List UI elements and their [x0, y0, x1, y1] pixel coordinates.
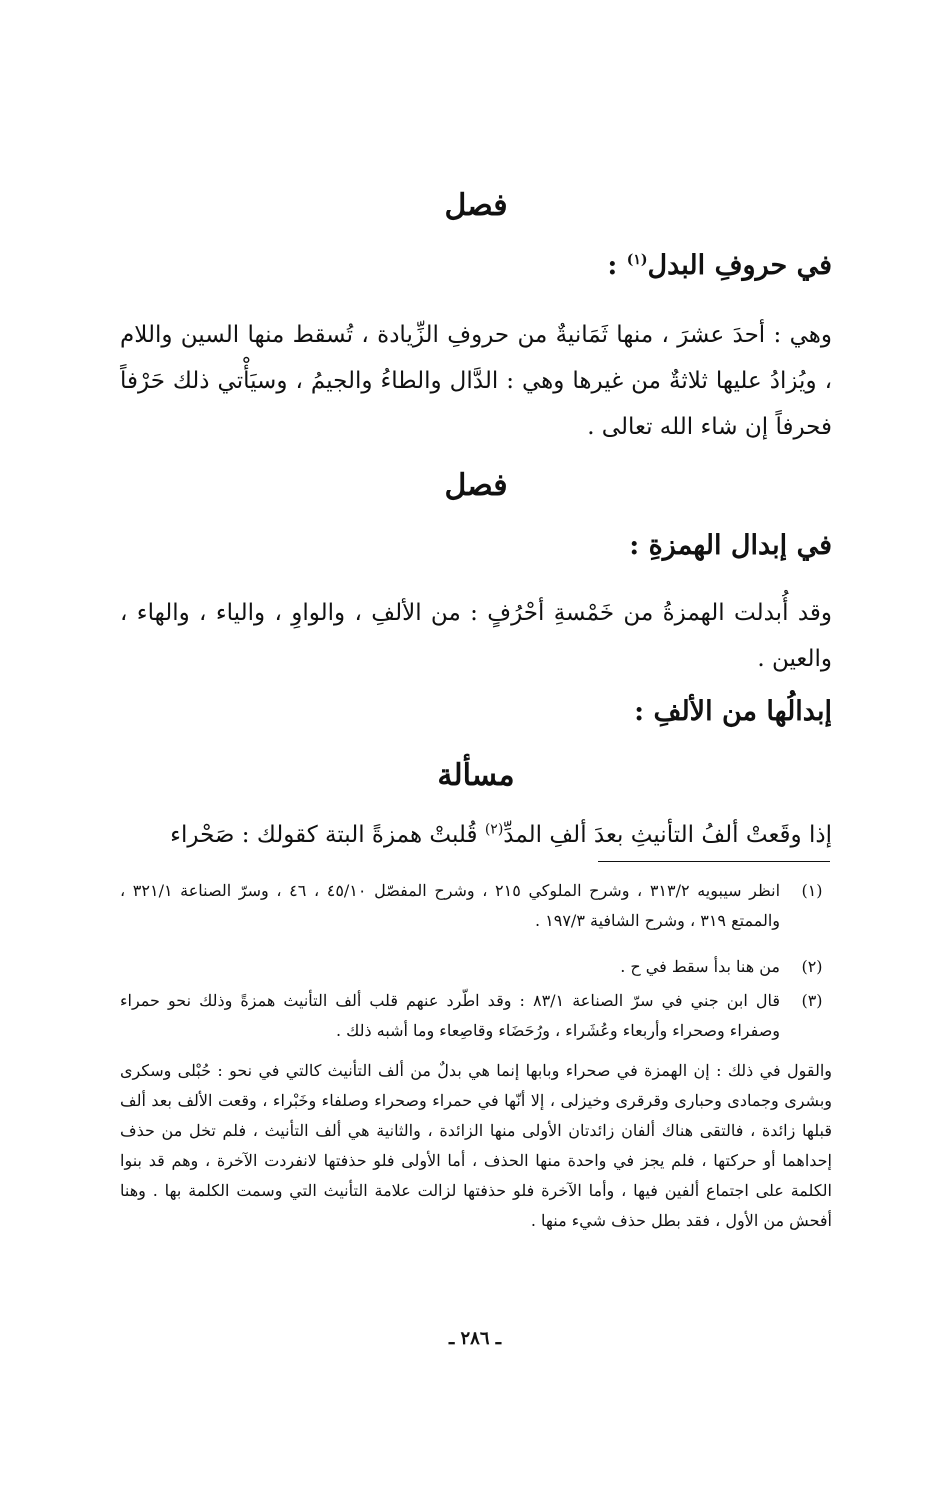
section-heading-issue: مسألة: [437, 758, 515, 793]
section-title-hamza-substitution: في إبدال الهمزةِ :: [629, 530, 832, 561]
footnote-number: (١): [801, 881, 823, 900]
section-title-text: في حروفِ البدل: [647, 250, 832, 281]
footnote-text: من هنا بدأ سقط في ح .: [620, 957, 780, 976]
page-number: ـ ٢٨٦ ـ: [448, 1328, 502, 1349]
footnote-ref-1: (١): [626, 252, 648, 268]
paragraph-feminine-alif: [120, 812, 832, 858]
footnote-text: قال ابن جني في سرّ الصناعة ٨٣/١ : وقد اطّرد عنهم قلب ألف التأنيث همزةً وذلك نحو حمراء وصفراء وصحراء وأربعاء وعُشَراء ، ورُحَضَاء وقاصِعاء وما أشبه ذلك .: [120, 991, 780, 1040]
footnote-3: [120, 986, 832, 1046]
footnote-number: (٢): [801, 957, 823, 976]
paragraph-substitution-letters: وهي : أحدَ عشرَ ، منها ثَمَانيةٌ من حروفِ الزِّيادة ، تُسقط منها السين واللام ، ويُزادُ عليها ثلاثةٌ من غيرها وهي : الدَّال والطاءُ والجيمُ ، وسيَأْتي ذلك حَرْفاً فحرفاً إن شاء الله تعالى .: [120, 322, 832, 440]
footnote-text: انظر سيبويه ٣١٣/٢ ، وشرح الملوكي ٢١٥ ، وشرح المفصّل ٤٥/١٠ ، ٤٦ ، وسرّ الصناعة ٣٢١/١ ، والممتع ٣١٩ ، وشرح الشافية ١٩٧/٣ .: [120, 881, 781, 930]
section-heading-1: فصل: [444, 188, 508, 223]
footnote-number: (٣): [801, 991, 823, 1010]
footnote-2: [120, 952, 832, 982]
section-title-from-alif: إبدالُها من الألفِ :: [634, 696, 832, 727]
paragraph-text-start: إذا وقَعتْ ألفُ التأنيثِ بعدَ ألفِ المدِّ: [503, 822, 832, 848]
footnote-separator: [598, 861, 830, 862]
footnote-3-continuation: [120, 1056, 832, 1236]
paragraph-hamza-sources: وقد أُبدلت الهمزةُ من خَمْسةِ أحْرُفٍ : من الألفِ ، والواوِ ، والياء ، والهاء ، والعين .: [120, 600, 832, 672]
section-heading-2: فصل: [444, 468, 508, 503]
footnote-continuation-text: والقول في ذلك : إن الهمزة في صحراء وبابها إنما هي بدلٌ من ألف التأنيث كالتي في نحو : حُبْلى وسكرى وبشرى وجمادى وحبارى وقرقرى وخيزلى ، إلا أنّها في حمراء وصحراء وصلفاء وخَبْراء ، وقعت الألف بعد ألف قبلها زائدة ، فالتقى هناك ألفان زائدتان الأولى منها الزائدة ، والثانية هي ألف التأنيث ، فلم تخل من حذف إحداهما أو حركتها ، فلم يجز في واحدة منها الحذف ، أما الأولى فلو حذفتها لانفردت الآخرة ، وهم قد بنوا الكلمة على اجتماع ألفين فيها ، وأما الآخرة فلو حذفتها لزالت علامة التأنيث التي وسمت الكلمة بها . وهنا أفحش من الأول ، فقد بطل حذف شيء منها .: [120, 1061, 833, 1230]
footnote-ref-2: (٢): [484, 821, 504, 838]
section-title-colon: :: [607, 250, 627, 281]
paragraph-text-end: قُلبتْ همزةً البتة كقولك : صَحْراء: [170, 822, 485, 848]
footnote-1: [120, 876, 832, 936]
section-title-substitution-letters: [120, 250, 832, 281]
